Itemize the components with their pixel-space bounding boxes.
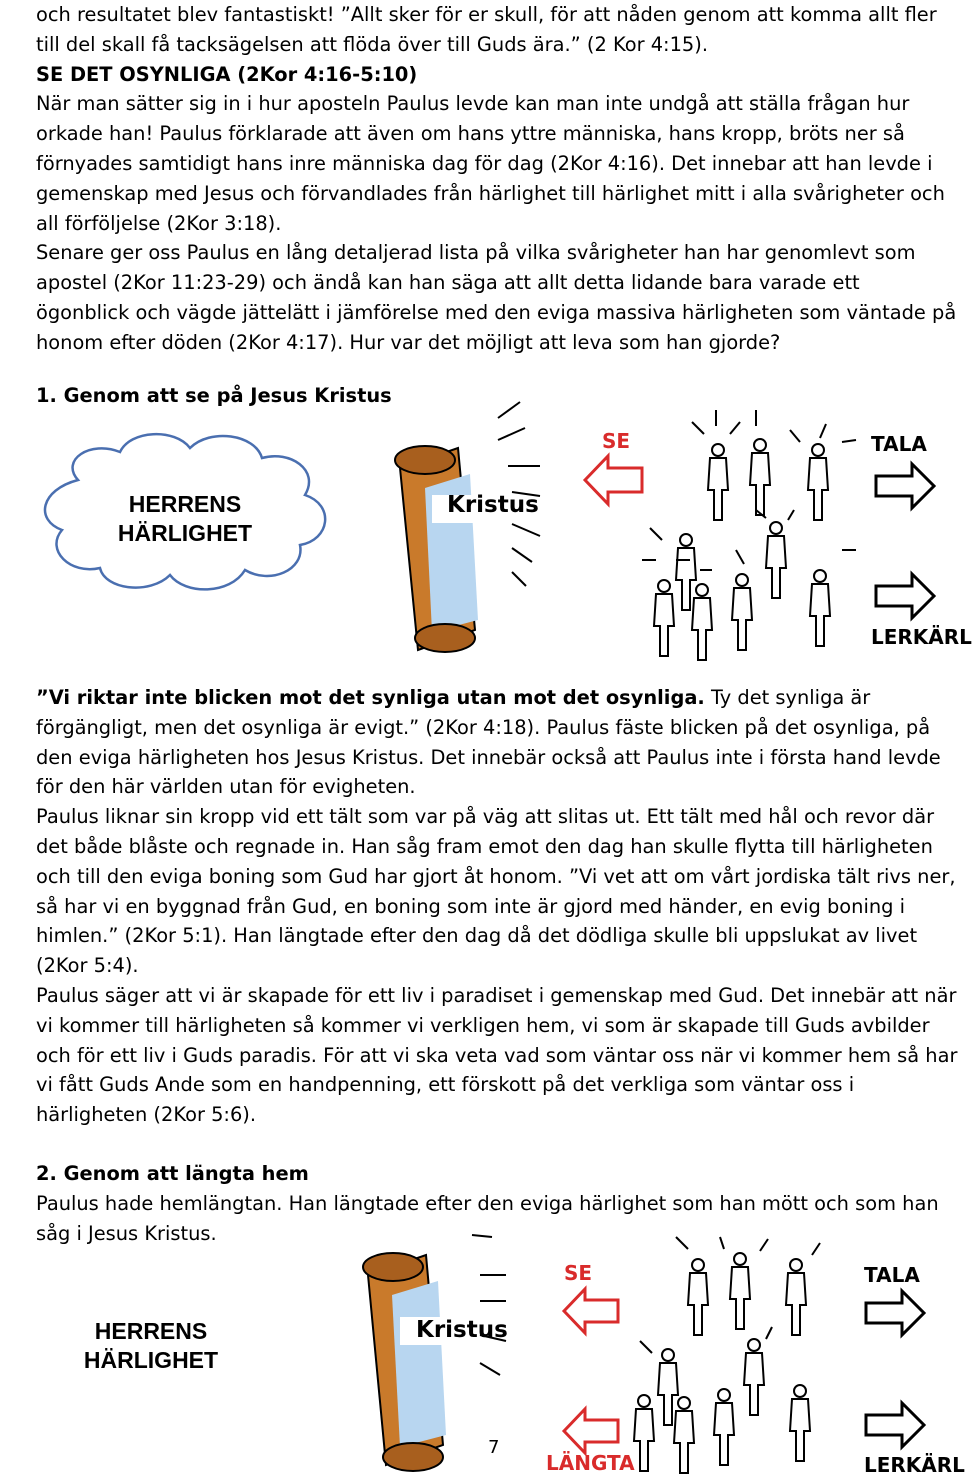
- arrow-se: [585, 456, 642, 504]
- arrow-tala: [876, 464, 934, 508]
- section1-quote: [36, 683, 958, 802]
- arrow-tala: [866, 1291, 924, 1335]
- section2-paragraph-1: Paulus hade hemlängtan. Han längtade efter den eviga härlighet som han mött och som han såg i Jesus Kristus.: [36, 1192, 939, 1245]
- intro-paragraph-2: Senare ger oss Paulus en lång detaljerad lista på vilka svårigheter han har genomlevt som apostel (2Kor 11:23-29) och ändå kan han säga att allt detta lidande bara varade ett ögonblick och vägde jättelätt i jämförelse med den eviga massiva härligheten som väntade på honom efter döden (2Kor 4:17). Hur var det möjligt att leva som han gjorde?: [36, 241, 957, 354]
- intro-text: [36, 0, 958, 358]
- arrow-lerkarl: [866, 1403, 924, 1447]
- label-lerkarl: LERKÄRL: [864, 1453, 965, 1477]
- section1-paragraph-2: Paulus liknar sin kropp vid ett tält som var på väg att slitas ut. Ett tält med hål och revor där det både blåste och regnade in. Han såg fram emot den dag han skulle flytta till härligheten och till den eviga boning som Gud har gjort åt honom. ”Vi vet att om vårt jordiska tält rivs ner, så har vi en byggnad från Gud, en boning som inte är gjord med händer, en evig boning i himlen.” (2Kor 5:1). Han längtade efter den dag då det dödliga skulle bli uppslukat av livet (2Kor 5:4).: [36, 805, 956, 978]
- label-langta: LÄNGTA: [546, 1451, 635, 1475]
- section-heading: SE DET OSYNLIGA (2Kor 4:16-5:10): [36, 62, 418, 86]
- figure-2: [0, 1235, 965, 1482]
- arrow-se: [564, 1289, 618, 1333]
- scroll-shape: [363, 1253, 500, 1471]
- quote-rest: Ty det synliga är förgängligt, men det osynliga är evigt.” (2Kor 4:18). Paulus fäste blicken på det osynliga, på den eviga härligheten hos Jesus Kristus. Det innebär också att Paulus inte i första hand levde för den här världen utan för evigheten.: [36, 686, 941, 799]
- ray-lines: [472, 1235, 506, 1375]
- label-tala: TALA: [871, 432, 927, 456]
- arrow-lerkarl: [876, 574, 934, 618]
- scroll-label: Kristus: [416, 1317, 508, 1343]
- intro-line: och resultatet blev fantastiskt! ”Allt sker för er skull, för att nåden genom att komma allt fler till del skall få tacksägelsen att flöda över till Guds ära.” (2 Kor 4:15).: [36, 3, 937, 56]
- people-group: [634, 1253, 810, 1473]
- arrow-langta: [564, 1409, 618, 1453]
- label-tala: TALA: [864, 1263, 920, 1287]
- cloud-label: HERRENS HÄRLIGHET: [117, 491, 253, 546]
- section1-paragraph-3: Paulus säger att vi är skapade för ett liv i paradiset i gemenskap med Gud. Det innebär att när vi kommer till härligheten så kommer vi verkligen hem, vi som är skapade till Guds avbilder och för ett liv i Guds paradis. För att vi ska veta vad som väntar oss när vi kommer hem så har vi fått Guds Ande som en handpenning, ett förskott på det verkliga som väntar oss i härligheten (2Kor 5:6).: [36, 983, 958, 1127]
- cloud-label: HERRENS HÄRLIGHET: [83, 1318, 219, 1373]
- page-number: 7: [488, 1437, 500, 1458]
- intro-paragraph-1: När man sätter sig in i hur aposteln Paulus levde kan man inte undgå att ställa frågan hur orkade han! Paulus förklarade att även om hans yttre människa, hans kropp, bröts ner så förnyades samtidigt hans inre människa dag för dag (2Kor 4:16). Det innebar att han levde i gemenskap med Jesus och förvandlades från härlighet till härlighet mitt i alla svårigheter och all förföljelse (2Kor 3:18).: [36, 92, 945, 235]
- section1-heading: 1. Genom att se på Jesus Kristus: [36, 384, 392, 407]
- section2-heading: 2. Genom att längta hem: [36, 1162, 309, 1185]
- label-se: SE: [602, 429, 631, 453]
- label-se: SE: [564, 1261, 593, 1285]
- quote-bold: ”Vi riktar inte blicken mot det synliga utan mot det osynliga.: [36, 686, 705, 709]
- people-group: [654, 439, 830, 660]
- label-lerkarl: LERKÄRL: [871, 625, 972, 649]
- figure-1: [0, 400, 972, 670]
- scroll-shape: [395, 446, 532, 652]
- scroll-label: Kristus: [447, 492, 539, 518]
- section1-text: [36, 683, 958, 1130]
